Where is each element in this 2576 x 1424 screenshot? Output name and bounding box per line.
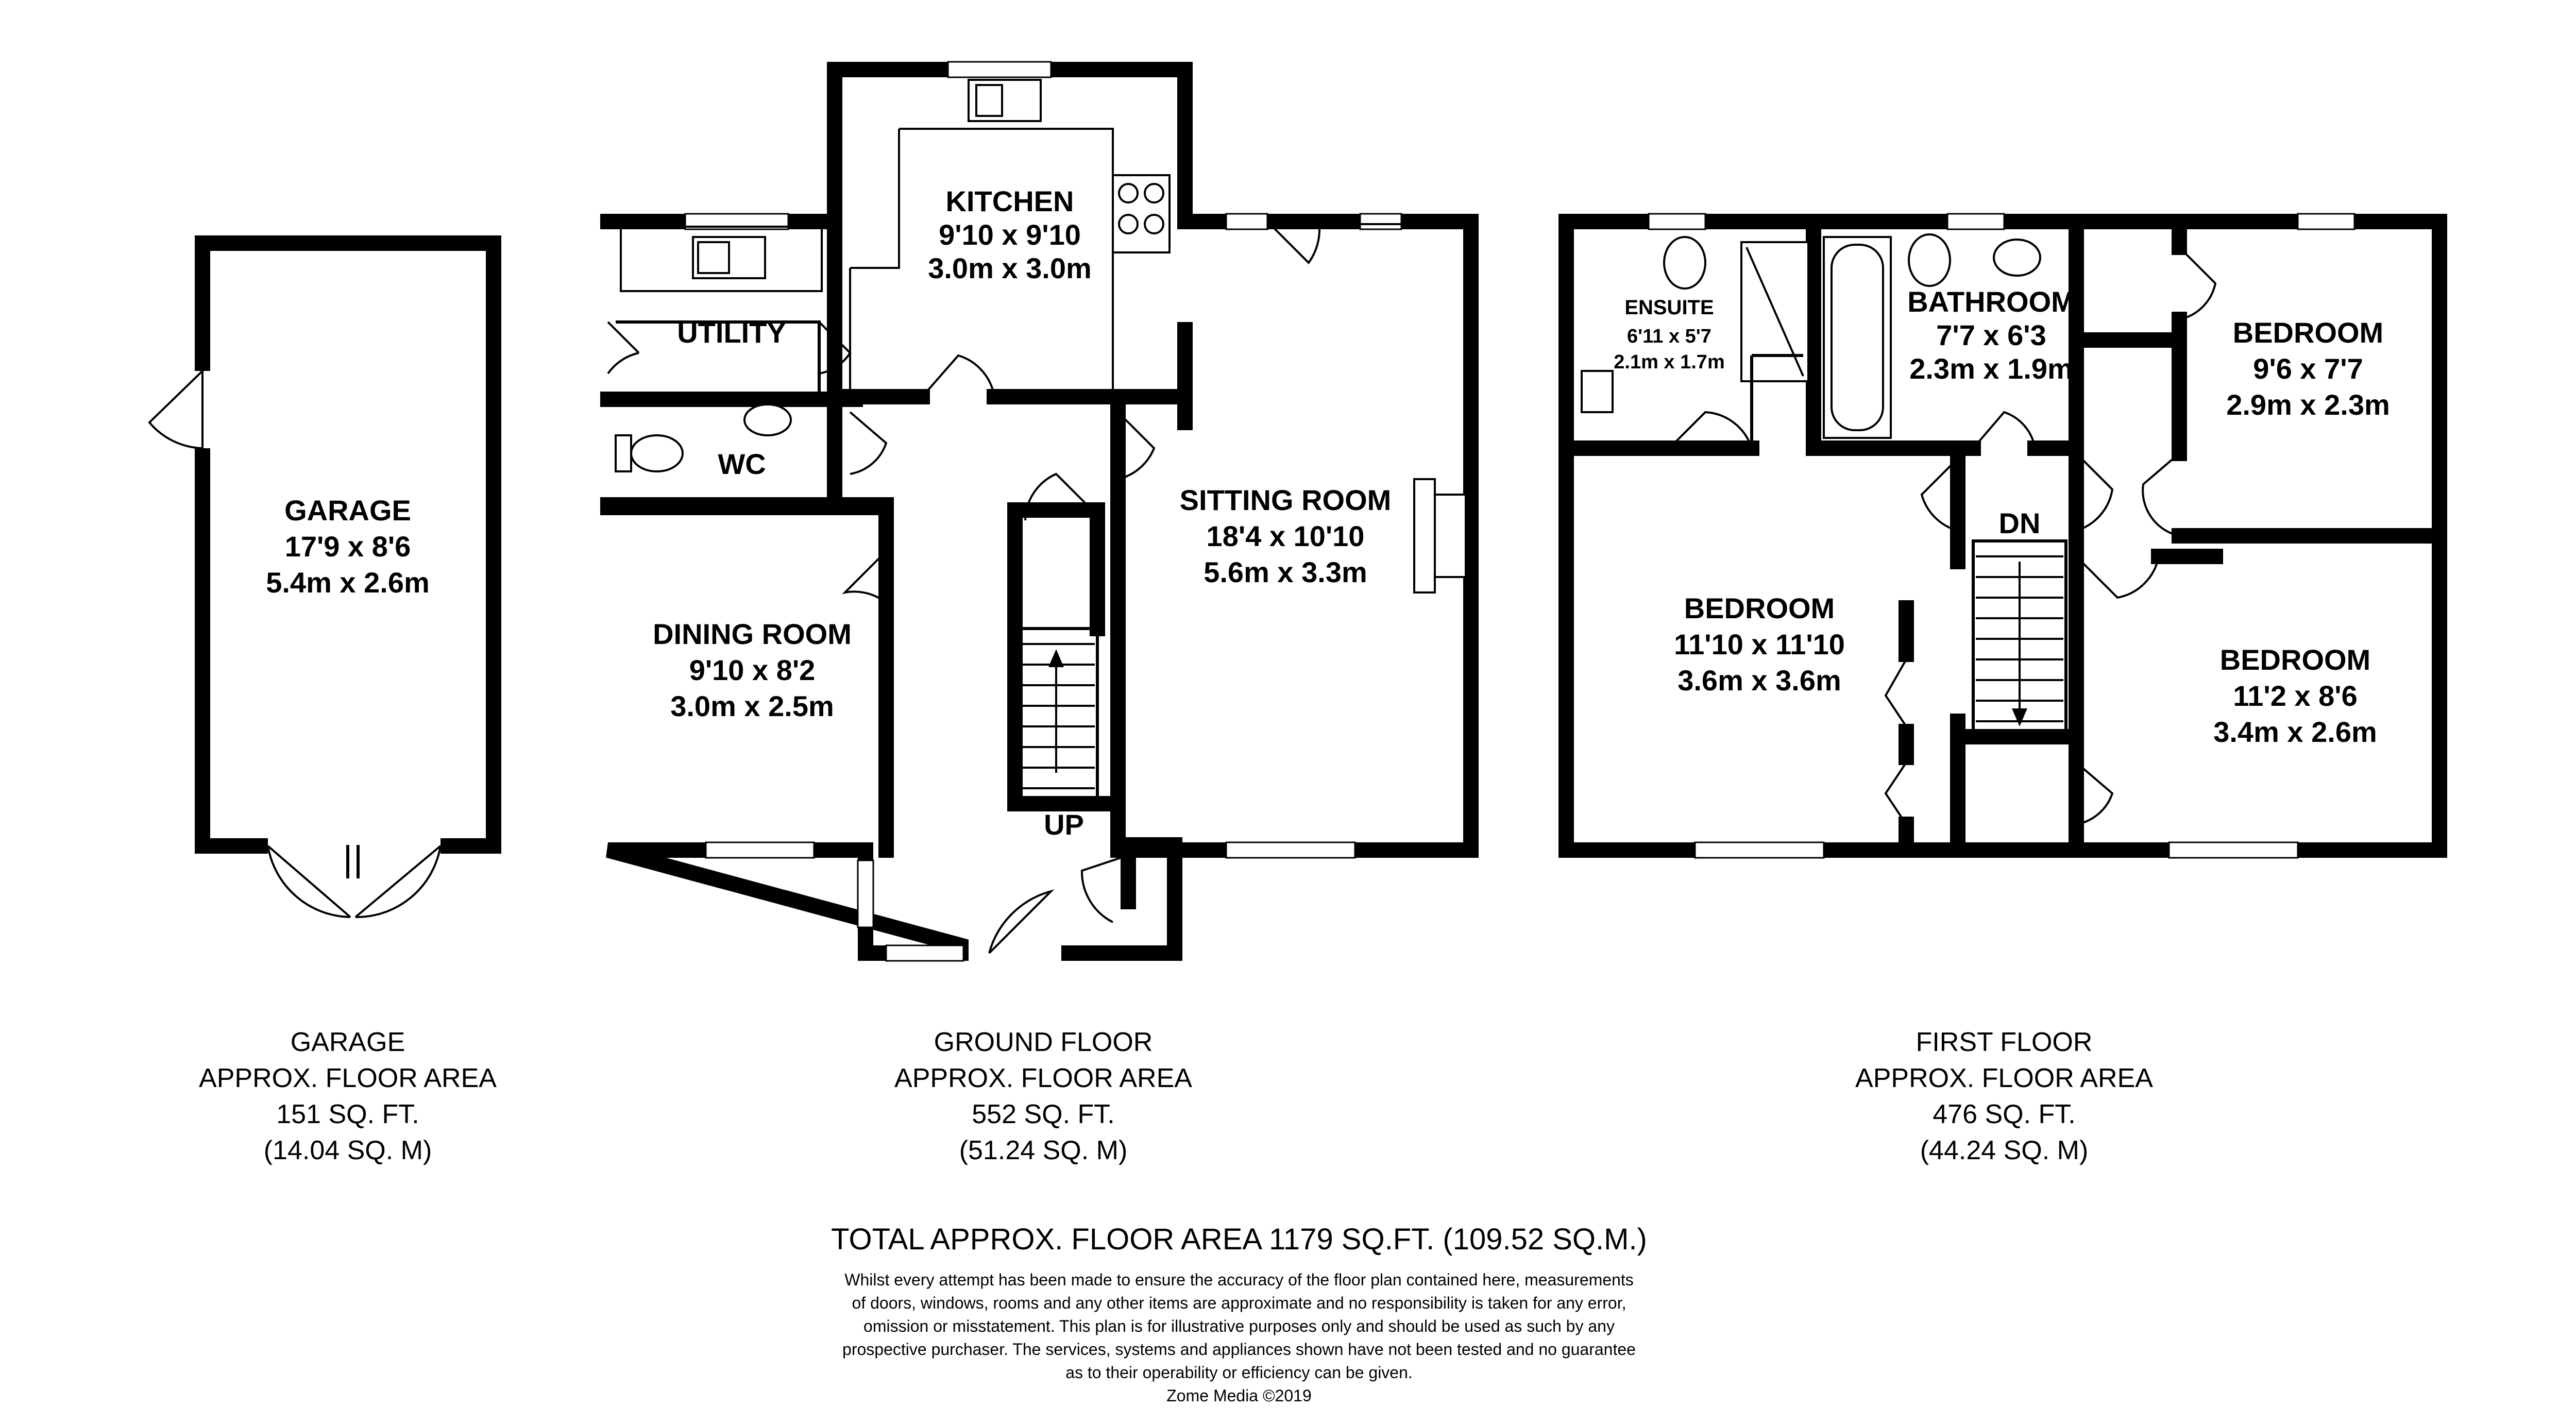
kitchen-label: KITCHEN [945,185,1074,217]
total-floor-area: TOTAL APPROX. FLOOR AREA 1179 SQ.FT. (109.52 SQ.M.) [831,1223,1647,1256]
disclaimer-line: of doors, windows, rooms and any other items are approximate and no responsibility is taken for any error, [852,1294,1626,1312]
garage-area-title: GARAGE [290,1027,405,1057]
bedroom-ne-label: BEDROOM [2232,316,2384,349]
ground-area-title: GROUND FLOOR [934,1027,1153,1057]
sitting-room-metric: 5.6m x 3.3m [1204,556,1367,588]
dining-room-label: DINING ROOM [653,618,852,650]
disclaimer-line: as to their operability or efficiency can be given. [1065,1363,1413,1382]
garage-area-label: APPROX. FLOOR AREA [199,1063,497,1093]
sitting-room-label: SITTING ROOM [1179,484,1392,516]
kitchen-metric: 3.0m x 3.0m [928,252,1092,284]
ground-area-sqft: 552 SQ. FT. [972,1099,1115,1129]
bedroom-w-metric: 3.6m x 3.6m [1677,664,1841,697]
garage-area-summary [199,1027,497,1165]
disclaimer-line: prospective purchaser. The services, systems and appliances shown have not been tested and no guarantee [842,1340,1636,1359]
ensuite-metric: 2.1m x 1.7m [1614,351,1725,373]
stairs-down-label: DN [1998,507,2041,539]
bedroom-ne-metric: 2.9m x 2.3m [2226,388,2390,421]
first-area-sqm: (44.24 SQ. M) [1920,1135,2089,1165]
bathroom-label: BATHROOM [1907,285,2075,318]
bedroom-ne-imperial: 9'6 x 7'7 [2253,352,2363,385]
garage-metric: 5.4m x 2.6m [266,566,430,599]
first-area-label: APPROX. FLOOR AREA [1855,1063,2153,1093]
garage-area-sqft: 151 SQ. FT. [276,1099,419,1129]
first-area-title: FIRST FLOOR [1916,1027,2093,1057]
garage-imperial: 17'9 x 8'6 [284,530,411,563]
ensuite-imperial: 6'11 x 5'7 [1627,326,1711,347]
disclaimer [842,1270,1636,1405]
dining-room-metric: 3.0m x 2.5m [670,690,834,722]
ensuite-label: ENSUITE [1624,296,1714,319]
disclaimer-line: omission or misstatement. This plan is for illustrative purposes only and should be used as such by any [863,1317,1615,1335]
first-area-sqft: 476 SQ. FT. [1933,1099,2076,1129]
bedroom-se-imperial: 11'2 x 8'6 [2233,680,2358,712]
utility-label: UTILITY [677,316,786,349]
first-floor-area-summary [1855,1027,2153,1165]
wc-label: WC [718,448,766,480]
dining-room-imperial: 9'10 x 8'2 [689,654,816,686]
garage-area-sqm: (14.04 SQ. M) [263,1135,432,1165]
ground-floor-area-summary [894,1027,1192,1165]
kitchen-imperial: 9'10 x 9'10 [939,218,1081,251]
bathroom-imperial: 7'7 x 6'3 [1936,319,2046,351]
stairs-up-label: UP [1044,808,1084,841]
credit: Zome Media ©2019 [1166,1386,1312,1405]
bedroom-se-metric: 3.4m x 2.6m [2213,716,2377,748]
ground-area-label: APPROX. FLOOR AREA [894,1063,1192,1093]
bedroom-se-label: BEDROOM [2219,643,2371,676]
disclaimer-line: Whilst every attempt has been made to ensure the accuracy of the floor plan contained here, measurements [844,1270,1634,1289]
garage-label: GARAGE [284,494,411,527]
ground-area-sqm: (51.24 SQ. M) [959,1135,1128,1165]
bedroom-w-imperial: 11'10 x 11'10 [1674,628,1845,660]
bedroom-w-label: BEDROOM [1684,592,1835,624]
sitting-room-imperial: 18'4 x 10'10 [1206,520,1365,552]
bathroom-metric: 2.3m x 1.9m [1909,352,2073,385]
